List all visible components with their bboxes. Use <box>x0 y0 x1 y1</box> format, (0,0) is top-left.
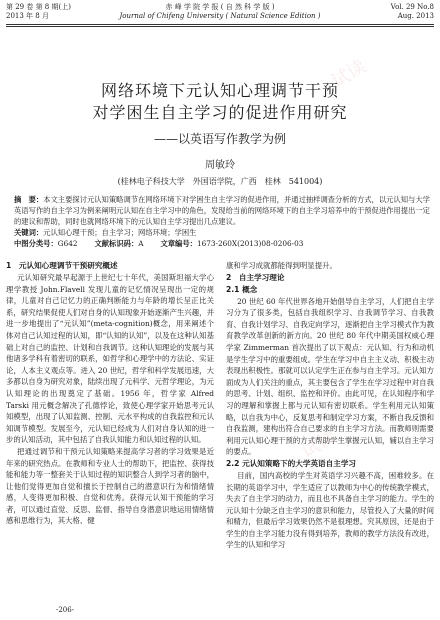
journal-name-en: Journal of Chifeng University ( Natural Science Edition ) <box>119 12 321 20</box>
subsection-heading-2-1: 2.1 概念 <box>226 284 258 294</box>
clc-value: G642 <box>57 239 78 248</box>
article-label: 文章编号： <box>160 239 197 248</box>
body-paragraph: 元认知研究最早起源于上世纪七十年代，美国斯坦福大学心理学教授 John.Flavell 发现儿童的记忆情况呈现出一定的规律，儿童对自己记忆力的正确判断能力与年龄的增长呈正比关系，研究结果促使人们对自身的认知现象开始逐渐产生兴趣，并进一步地提出了“元认知”(meta-cognition)概念，用来阐述个体对自己认知过程的认知，即“认知的认知”，以及在这种认知基础上对自己的监控、计划和自我调节。这种认知理论的发展与其他诸多学科有着密切的联系，如哲学和心理学中的方法论、实证论，人本主义观点等。进入 20 世纪，哲学和科学发展迅速，大多都以自身为研究对象，陆续出现了元科学、元哲学理论，为元认知理论的出现奠定了基础。1956 年，哲学家 Alfred Tarski 用元概念解决了孔德悖论，致使心理学家开始思考元认知模型，出现了认知监测、控制、元水平构成的自我监控和元认知调节模型。发展至今，元认知已经成为人们对自身认知的进一步的认知活动，其中包括了自我认知能力和认知过程的认知。 <box>6 273 222 445</box>
header-date-line: 2013 年 8 月 <box>6 12 49 20</box>
right-column <box>226 260 434 551</box>
watermark: 试读 <box>57 296 100 333</box>
page-number: -206- <box>55 606 75 614</box>
classification-line <box>14 238 430 249</box>
keywords-line <box>14 227 430 238</box>
clc-label: 中图分类号： <box>14 239 58 248</box>
header-volume-line: 第 29 卷 第 8 期(上) <box>6 3 71 11</box>
left-column <box>6 260 222 527</box>
header-issue <box>391 3 434 21</box>
doc-label: 文献标识码： <box>94 239 139 248</box>
title-line-2: 对学困生自主学习的促进作用研究 <box>92 103 348 122</box>
header-journal <box>6 3 434 21</box>
body-paragraph: 20 世纪 60 年代世界各地开始倡导自主学习，人们把自主学习分为了很多类，包括自我组织学习、自我调节学习、自我教育、自我计划学习、自我定向学习，逐渐把自主学习模式作为教育教学改革创新的新方向。20 世纪 80 年代中期美国权威心理学家 Zimmerman 首次提出了以下观点：元认知、行为和动机是学生学习中的重要组成。学生在学习中自主主义动、积极主动表现出积极性。那就可以认定学生正在参与自主学习。元认知方面成为人们关注的重点，其主要包含了学生在学习过程中对自我的思考、计划、组织、监控和评价。由此可见，在认知程序和学习的理解和掌握上都与元认知有密切联系。学生利用元认知策略，以自我为中心，反复思考和制定学习方案，不断自我反馈和自我监测，建构出符合自己要求的自主学习方法。而教师则需要利用元认知心理干预的方式帮助学生掌握元认知，辅以自主学习的要点。 <box>226 296 434 457</box>
watermark: 试读 <box>327 56 370 93</box>
header-rule <box>6 24 434 25</box>
doc-value: A <box>138 239 144 248</box>
section-heading-1: 1 元认知心理调节干预研究概述 <box>6 261 118 270</box>
article-value: 1673-260X(2013)08-0206-03 <box>196 239 304 248</box>
section-heading-2: 2 自主学习理论 <box>226 272 285 282</box>
body-paragraph: 把通过调节和干预元认知策略来提高学习者的学习效果是近年来的研究热点。在教师和专业人士的帮助下，把监控、获得技能和能力等一整套关于认知过程的知识整合人到学习者的脑中，让他们觉得更加自觉和擅长于控制自己的潜意识行为和情绪情感，人变得更加积极、自觉和优秀。获得元认知干预能的学习者，可以通过直觉、反思、监督、指导自身潜意识地运用情绪情感和思维行为，其大格、健 <box>6 446 214 526</box>
abstract-text: 本文主要探讨元认知策略调节在网络环境下对学困生自主学习的促进作用，并通过抽样调查分析的方式，以元认知与大学英语写作的自主学习为例来阐明元认知在自主学习中的角色，发现给当前的网络环境下的自主学习培养中的干预促进作用提出一定的建议和帮助，同时也就网络环境下的元认知自主学习提出几点建议。 <box>14 195 430 226</box>
watermark: 试读 <box>297 426 340 463</box>
header-rule-double <box>6 26 434 27</box>
subsection-heading-2-2: 2.2 元认知策略下的大学英语自主学习 <box>226 458 357 468</box>
abstract-label: 摘 要： <box>14 195 44 204</box>
header-issue-date: Aug. 2013 <box>397 12 434 20</box>
keywords-label: 关键词： <box>14 228 44 237</box>
body-paragraph: 康和学习成就都能得到明显提升。 <box>226 261 337 270</box>
abstract-paragraph <box>14 194 430 227</box>
body-paragraph: 目前，国内高校的学生对英语学习兴趣不高，困难较多。在长期的英语学习中，学生适应了以教师为中心的传统教学模式，失去了自主学习的动力，而且也不具备自主学习的能力。学生的元认知十分缺乏自主学习的意识和能力，尽管投入了大量的时间和精力，但最后学习效果仍然不是很理想。究其原因，还是由于学生的自主学习能力没有得到培养，教师的教学方法没有改进，学生的认知和学习 <box>226 470 434 550</box>
author: 周敏玲 <box>205 160 235 171</box>
keywords-text: 元认知心理干预；自主学习；网络环境；学困生 <box>43 228 197 237</box>
subtitle: ——以英语写作教学为例 <box>153 132 286 146</box>
abstract-block <box>14 194 430 249</box>
title-line-1: 网络环境下元认知心理调节干预 <box>100 81 339 100</box>
running-header <box>6 0 434 38</box>
affiliation: (桂林电子科技大学 外国语学院，广西 桂林 541004) <box>117 177 323 186</box>
header-issue-line: Vol. 29 No.8 <box>390 3 434 11</box>
journal-name-cn: 赤 峰 学 院 学 报 ( 自 然 科 学 版 ) <box>165 3 275 11</box>
